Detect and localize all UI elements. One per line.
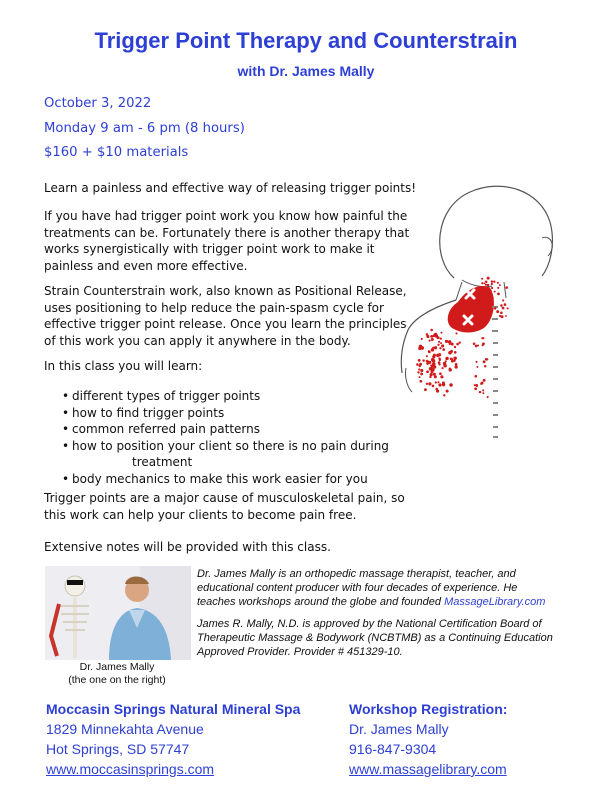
venue-name: Moccasin Springs Natural Mineral Spa bbox=[46, 701, 301, 717]
registration-contact: Dr. James Mally bbox=[349, 721, 449, 737]
venue-block bbox=[46, 699, 346, 779]
registration-phone: 916-847-9304 bbox=[349, 741, 437, 757]
venue-city: Hot Springs, SD 57747 bbox=[46, 741, 190, 757]
paragraph-1: If you have had trigger point work you know how painful the treatments can be. Fortunately there is another therapy that works synergistically with trigger point work to make it painless and even more effective. bbox=[44, 209, 410, 273]
registration-block bbox=[349, 699, 569, 779]
page-title: Trigger Point Therapy and Counterstrain bbox=[94, 28, 518, 53]
bio-paragraph-2: James R. Mally, N.D. is approved by the National Certification Board of Therapeutic Massage & Bodywork (NCBTMB) as a Continuing Education Approved Provider. Provider # 451329-10. bbox=[197, 618, 553, 658]
event-price: $160 + $10 materials bbox=[44, 145, 189, 160]
page-subtitle: with Dr. James Mally bbox=[237, 63, 375, 79]
photo-caption: Dr. James Mally (the one on the right) bbox=[68, 661, 166, 686]
list-item: • different types of trigger points bbox=[62, 388, 412, 405]
paragraph-4: Extensive notes will be provided with this class. bbox=[44, 540, 331, 554]
intro-text: Learn a painless and effective way of releasing trigger points! bbox=[44, 181, 417, 195]
list-item: • common referred pain patterns bbox=[62, 421, 412, 438]
event-time: Monday 9 am - 6 pm (8 hours) bbox=[44, 121, 245, 136]
bio-paragraph-1: Dr. James Mally is an orthopedic massage therapist, teacher, and educational content producer with four decades of experience. He teaches workshops around the globe and founded MassageLibrary.com bbox=[197, 568, 546, 608]
list-item: • body mechanics to make this work easier for you bbox=[62, 471, 412, 488]
list-item: • how to find trigger points bbox=[62, 405, 412, 422]
paragraph-3: Trigger points are a major cause of musculoskeletal pain, so this work can help your clients to become pain free. bbox=[44, 491, 405, 522]
massagelibrary-link[interactable]: MassageLibrary.com bbox=[444, 596, 546, 608]
venue-website-link[interactable]: www.moccasinsprings.com bbox=[46, 761, 215, 777]
registration-website-link[interactable]: www.massagelibrary.com bbox=[349, 761, 507, 777]
list-item: • how to position your client so there is no pain during treatment bbox=[62, 438, 412, 471]
learn-intro: In this class you will learn: bbox=[44, 359, 203, 373]
instructor-photo bbox=[45, 566, 191, 660]
venue-address: 1829 Minnekahta Avenue bbox=[46, 721, 204, 737]
learn-list bbox=[62, 388, 412, 487]
paragraph-2: Strain Counterstrain work, also known as Positional Release, uses positioning to help reduce the pain-spasm cycle for effective trigger point release. Once you learn the principles of this work you can apply it anywhere in the body. bbox=[44, 284, 407, 348]
event-date: October 3, 2022 bbox=[44, 96, 152, 111]
registration-heading: Workshop Registration: bbox=[349, 701, 508, 717]
trigger-point-illustration bbox=[392, 178, 592, 448]
